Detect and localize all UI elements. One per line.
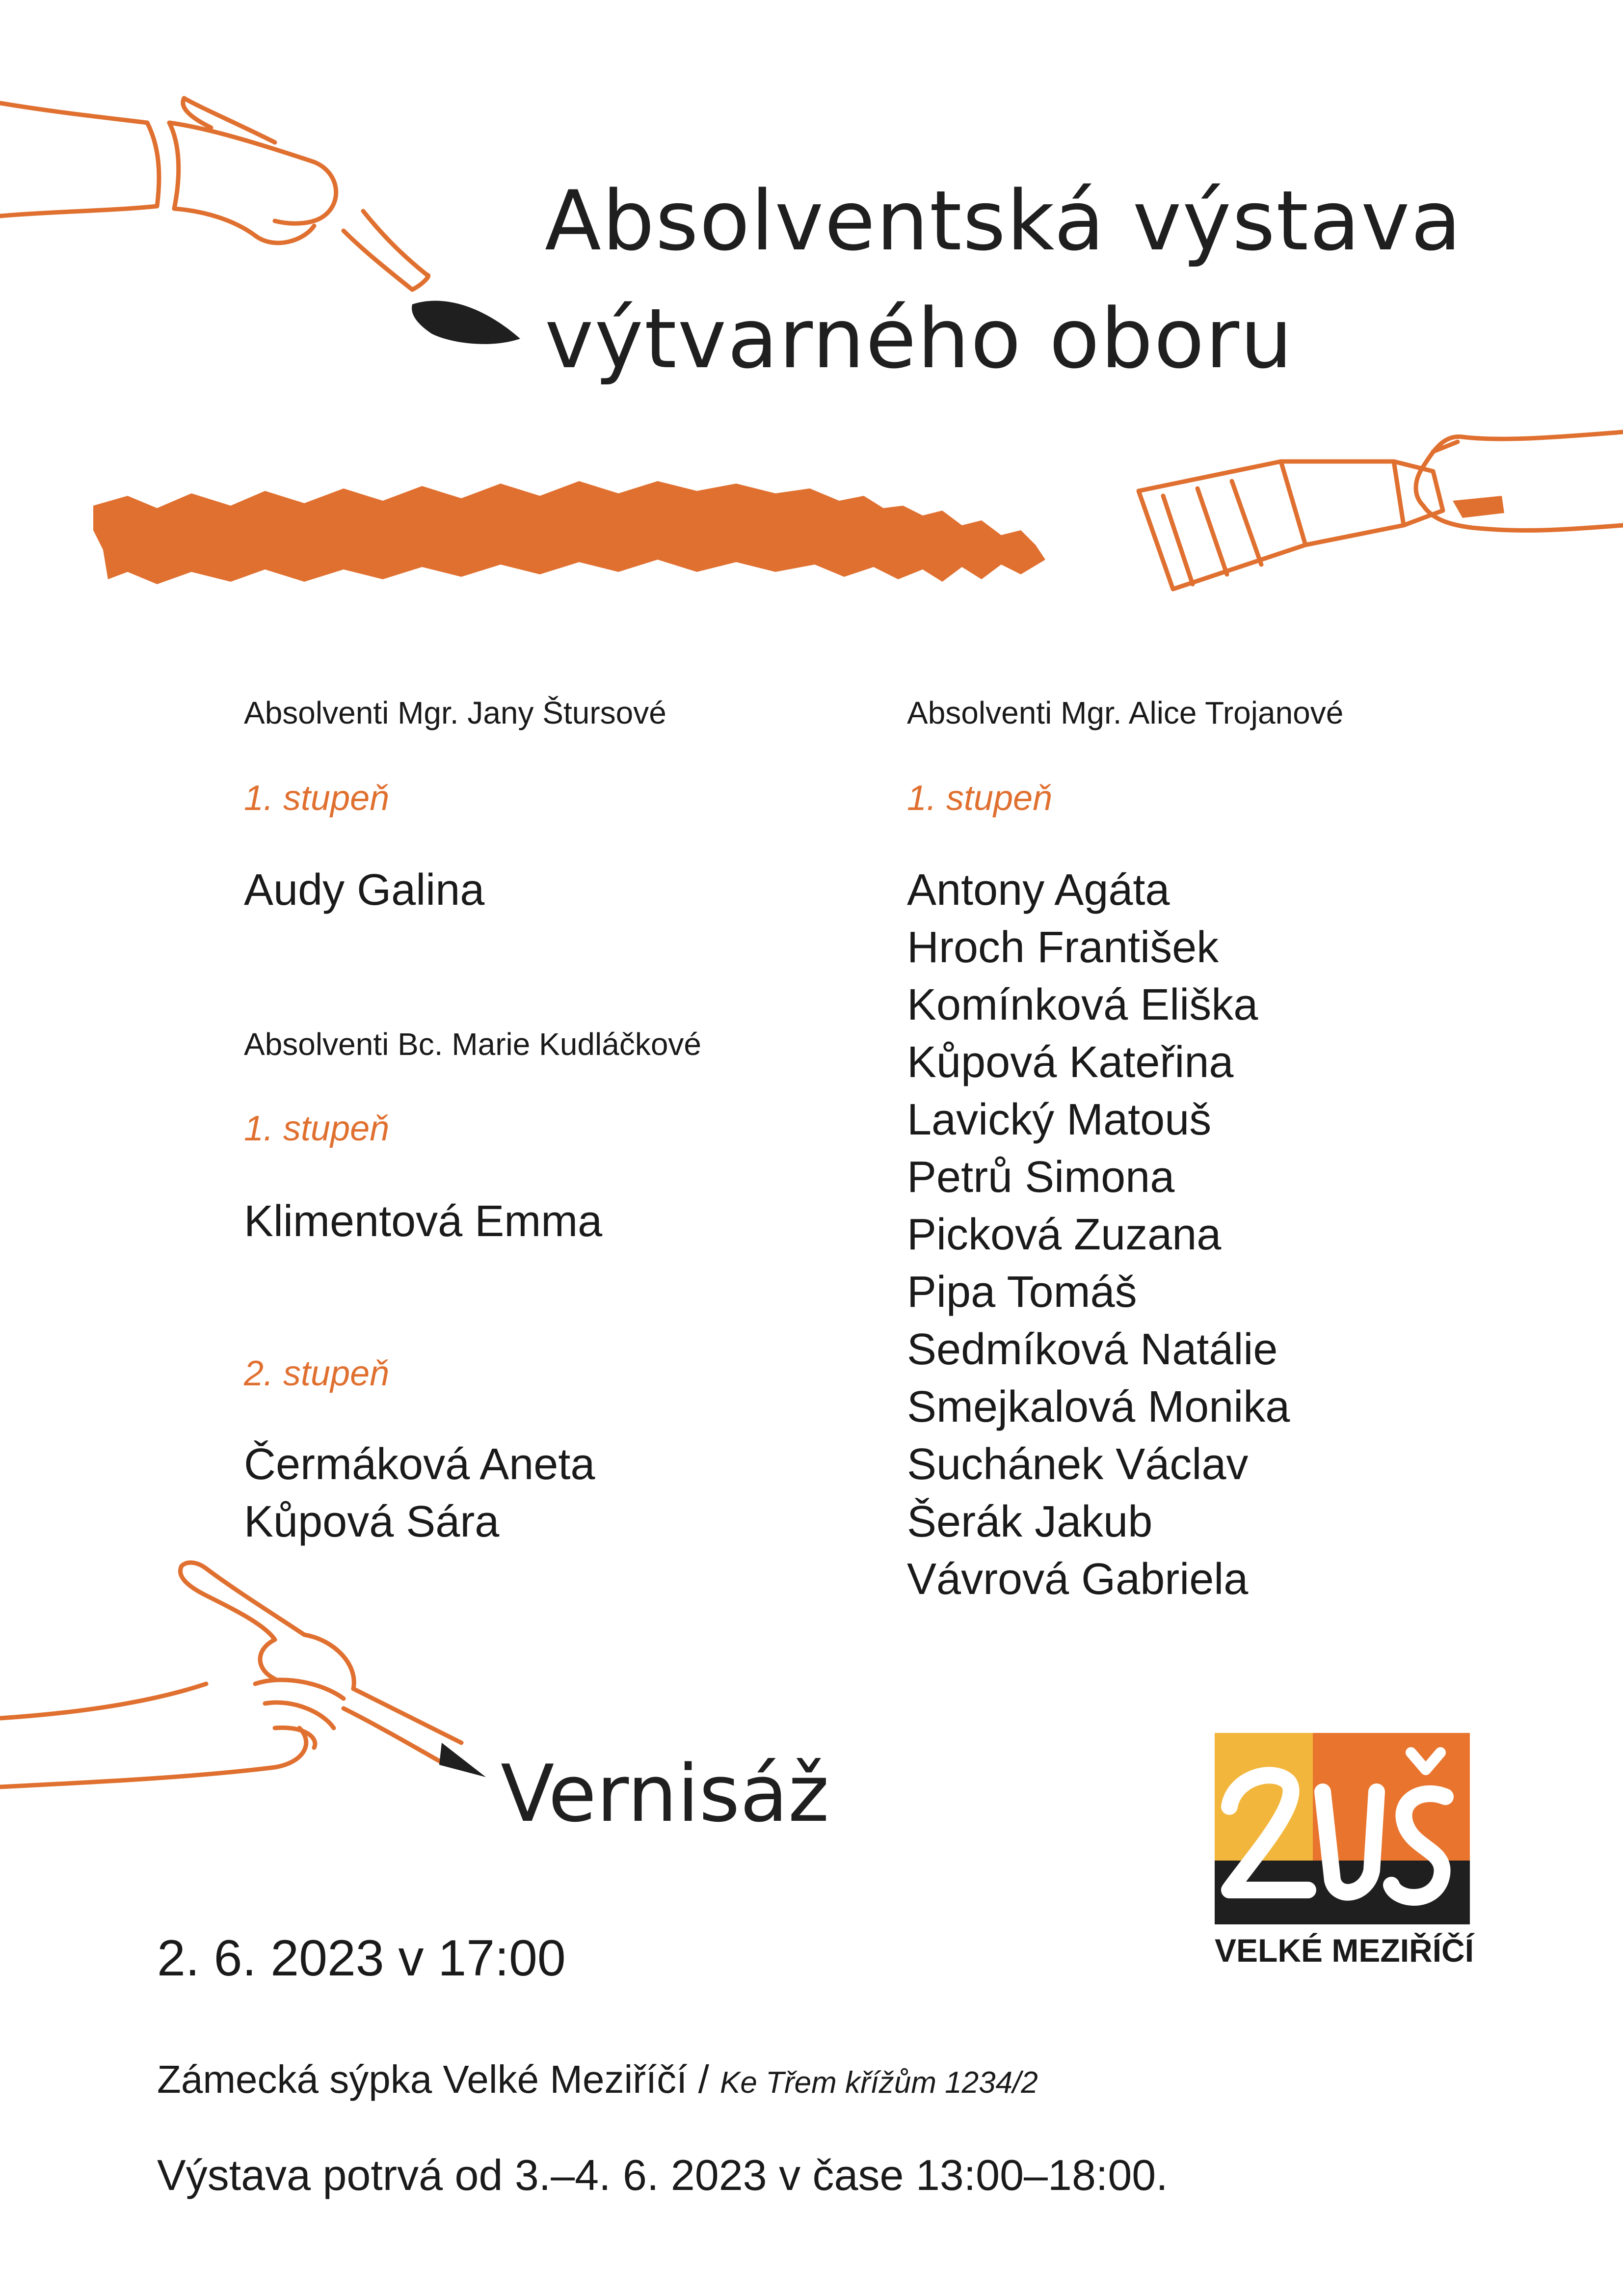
student-list bbox=[907, 862, 1290, 1608]
level-label: 1. stupeň bbox=[907, 779, 1053, 818]
hand-flat-brush-illustration bbox=[1119, 422, 1623, 609]
student-name: Sedmíková Natálie bbox=[907, 1325, 1278, 1374]
venue-name: Zámecká sýpka Velké Meziříčí bbox=[157, 2057, 688, 2101]
level-label: 1. stupeň bbox=[244, 779, 390, 818]
poster-title bbox=[545, 162, 1462, 398]
student-name: Picková Zuzana bbox=[907, 1210, 1222, 1259]
student-name: Kůpová Kateřina bbox=[907, 1038, 1234, 1087]
student-name: Pipa Tomáš bbox=[907, 1268, 1137, 1317]
student-name: Klimentová Emma bbox=[244, 1197, 603, 1246]
teacher-trojanova: Absolventi Mgr. Alice Trojanové bbox=[907, 695, 1344, 730]
venue-address: Ke Třem křížům 1234/2 bbox=[720, 2066, 1038, 2100]
student-name: Šerák Jakub bbox=[907, 1497, 1153, 1546]
student-name: Antony Agáta bbox=[907, 865, 1170, 915]
student-name: Smejkalová Monika bbox=[907, 1382, 1290, 1432]
title-line-2: výtvarného oboru bbox=[545, 291, 1294, 387]
level-label: 2. stupeň bbox=[244, 1354, 390, 1393]
zus-logo bbox=[1215, 1733, 1470, 1924]
paint-stroke-decoration bbox=[88, 461, 1129, 609]
hand-pencil-illustration bbox=[0, 1556, 491, 1811]
student-name: Audy Galina bbox=[244, 865, 485, 915]
student-name: Kůpová Sára bbox=[244, 1497, 500, 1546]
exhibition-duration: Výstava potrvá od 3.–4. 6. 2023 v čase 13:00–18:00. bbox=[157, 2151, 1168, 2199]
teacher-sturova: Absolventi Mgr. Jany Štursové bbox=[244, 695, 666, 730]
student-name: Vávrová Gabriela bbox=[907, 1555, 1249, 1604]
title-line-1: Absolventská výstava bbox=[545, 173, 1463, 269]
student-list bbox=[244, 1436, 595, 1551]
logo-caption: VELKÉ MEZIŘÍČÍ bbox=[1215, 1932, 1474, 1969]
hand-brush-illustration-top bbox=[0, 88, 540, 363]
vernisage-heading: Vernisáž bbox=[501, 1748, 829, 1839]
student-name: Petrů Simona bbox=[907, 1153, 1175, 1202]
student-name: Komínková Eliška bbox=[907, 980, 1258, 1029]
event-venue bbox=[157, 2057, 1038, 2102]
level-label: 1. stupeň bbox=[244, 1109, 390, 1148]
event-datetime: 2. 6. 2023 v 17:00 bbox=[157, 1930, 566, 1987]
teacher-kudlackova: Absolventi Bc. Marie Kudláčkové bbox=[244, 1026, 701, 1062]
student-name: Lavický Matouš bbox=[907, 1095, 1212, 1144]
student-name: Suchánek Václav bbox=[907, 1440, 1249, 1489]
student-name: Čermáková Aneta bbox=[244, 1440, 595, 1489]
student-name: Hroch František bbox=[907, 923, 1219, 972]
venue-separator: / bbox=[687, 2057, 720, 2101]
